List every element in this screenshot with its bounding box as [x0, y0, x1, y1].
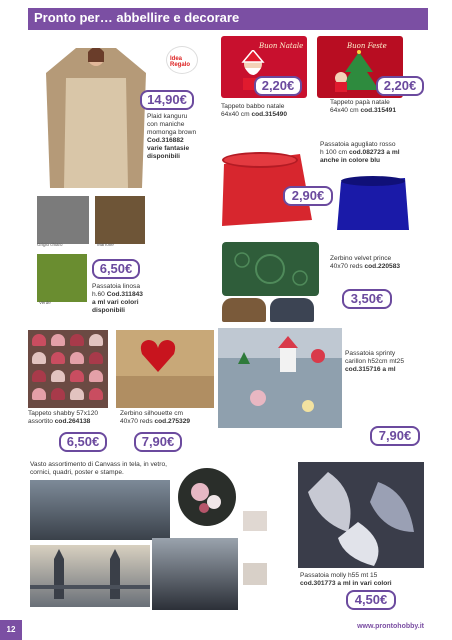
heart-tile	[70, 388, 84, 400]
velvet-code: cod.220583	[364, 263, 401, 270]
heart-tile	[51, 352, 65, 364]
linosa-price: 6,50€	[92, 259, 140, 279]
silhouette-description	[120, 410, 216, 426]
palm-leaf-icon	[298, 462, 424, 568]
gift-badge: Idea Regalo	[166, 46, 198, 74]
plaid-description	[147, 113, 219, 161]
babbo-code: cod.315490	[251, 111, 287, 118]
bridge-icon	[30, 545, 150, 607]
canvas-cityscape	[30, 480, 170, 540]
papa-description	[330, 99, 430, 115]
silhouette-size: 40x70 reds	[120, 418, 153, 425]
plaid-line: con maniche	[147, 121, 185, 128]
sprinty-line2: carillon h52cm mt25	[345, 358, 405, 365]
shabby-line2: assortito	[28, 418, 53, 425]
molly-description	[300, 572, 428, 588]
silhouette-price: 7,90€	[134, 432, 182, 452]
molly-code: cod.301773	[300, 580, 336, 587]
swatch-label-green: Verde	[39, 300, 51, 305]
silhouette-mat-variants	[116, 376, 214, 408]
agugliato-line: Passatoia agugliato rosso	[320, 141, 396, 148]
plaid-price: 14,90€	[140, 90, 194, 110]
footer-url-link[interactable]: www.prontohobby.it	[357, 623, 424, 630]
linosa-line: Passatoia linosa	[92, 283, 141, 290]
agugliato-code: cod.082723	[348, 149, 385, 156]
canvas-new-york	[152, 538, 238, 610]
agugliato-description	[320, 141, 430, 165]
heart-tile	[89, 388, 103, 400]
canvas-london	[30, 545, 150, 607]
molly-price: 4,50€	[346, 590, 396, 610]
babbo-price: 2,20€	[254, 76, 302, 96]
linosa-size: h.60	[92, 291, 105, 298]
heart-tile	[70, 352, 84, 364]
page-title: Pronto per… abbellire e decorare	[34, 10, 240, 25]
linosa-note: disponibili	[92, 307, 125, 314]
heart-icon	[138, 338, 178, 374]
plaid-image	[46, 48, 146, 188]
linosa-description	[92, 283, 202, 315]
sprinty-runner-image	[218, 328, 342, 428]
sprinty-code: cod.315716	[345, 366, 381, 373]
heart-tile	[51, 370, 65, 382]
velvet-mat-image	[222, 242, 319, 296]
heart-tile	[32, 370, 46, 382]
molly-note: a ml in vari colori	[337, 580, 392, 587]
velvet-price: 3,50€	[342, 289, 392, 309]
agugliato-price: 2,90€	[283, 186, 333, 206]
linosa-brown-swatch	[95, 196, 145, 244]
rug-babbo-text: Buon Natale	[259, 42, 304, 50]
plaid-note: varie fantasie	[147, 145, 190, 152]
plaid-line: Plaid kanguru	[147, 113, 188, 120]
heart-tile	[32, 352, 46, 364]
heart-tile	[51, 388, 65, 400]
heart-tile	[89, 370, 103, 382]
sprinty-description	[345, 350, 427, 374]
molly-line: Passatoia molly h55 mt 15	[300, 572, 378, 579]
silhouette-line: Zerbino silhouette cm	[120, 410, 184, 417]
papa-line: Tappeto papà natale	[330, 99, 390, 106]
shabby-description	[28, 410, 124, 426]
heart-tile	[70, 334, 84, 346]
linosa-green-swatch	[37, 254, 87, 302]
velvet-mat-brown	[222, 298, 266, 322]
linosa-grey-swatch	[37, 196, 89, 244]
canvas-line: Vasto assortimento di Canvass in tela, in vetro,	[30, 461, 167, 468]
velvet-size: 40x70 reds	[330, 263, 363, 270]
papa-price: 2,20€	[376, 76, 424, 96]
swatch-label-grey: Grigio chiaro	[37, 242, 63, 247]
shabby-line: Tappeto shabby 57x120	[28, 410, 99, 417]
rug-papa-text: Buon Feste	[347, 42, 387, 50]
babbo-size: 64x40 cm	[221, 111, 250, 118]
carousel-pattern-icon	[218, 328, 342, 428]
plaid-note: disponibili	[147, 153, 180, 160]
velvet-description	[330, 255, 430, 271]
heart-tile	[32, 388, 46, 400]
page-header	[0, 0, 452, 30]
blue-runner-image	[335, 176, 411, 232]
sprinty-price: 7,90€	[370, 426, 420, 446]
velvet-line: Zerbino velvet prince	[330, 255, 392, 262]
page-number: 12	[0, 620, 22, 640]
sprinty-line: Passatoia sprinty	[345, 350, 396, 357]
canvas-small-thumb	[243, 511, 267, 531]
canvas-round-floral	[178, 468, 236, 526]
heart-tile	[51, 334, 65, 346]
shabby-price: 6,50€	[59, 432, 107, 452]
agugliato-size: h 100 cm	[320, 149, 348, 156]
molly-runner-image	[298, 462, 424, 568]
plaid-code: Cod.316882	[147, 137, 184, 144]
silhouette-code: cod.275329	[154, 418, 191, 425]
canvas-line: cornici, quadri, poster e stampe.	[30, 469, 124, 476]
heart-tile	[89, 334, 103, 346]
babbo-line: Tappeto babbo natale	[221, 103, 285, 110]
linosa-code: Cod.311843	[106, 291, 143, 298]
plaid-line: momonga brown	[147, 129, 197, 136]
flower-icon	[178, 468, 236, 526]
sprinty-unit: a ml	[382, 366, 396, 373]
papa-size: 64x40 cm	[330, 107, 359, 114]
agugliato-note: anche in colore blu	[320, 157, 381, 164]
shabby-code: cod.264138	[54, 418, 91, 425]
heart-tile	[89, 352, 103, 364]
papa-code: cod.315491	[360, 107, 396, 114]
floral-pattern-icon	[222, 242, 319, 296]
velvet-mat-grey	[270, 298, 314, 322]
swatch-label-brown: Marrone	[97, 242, 114, 247]
babbo-description	[221, 103, 321, 119]
shabby-rug-image	[28, 330, 108, 408]
linosa-note: a ml vari colori	[92, 299, 139, 306]
canvas-small-thumb	[243, 563, 267, 585]
canvas-description	[30, 461, 180, 477]
heart-tile	[32, 334, 46, 346]
heart-tile	[70, 370, 84, 382]
agugliato-unit: a ml	[386, 149, 400, 156]
